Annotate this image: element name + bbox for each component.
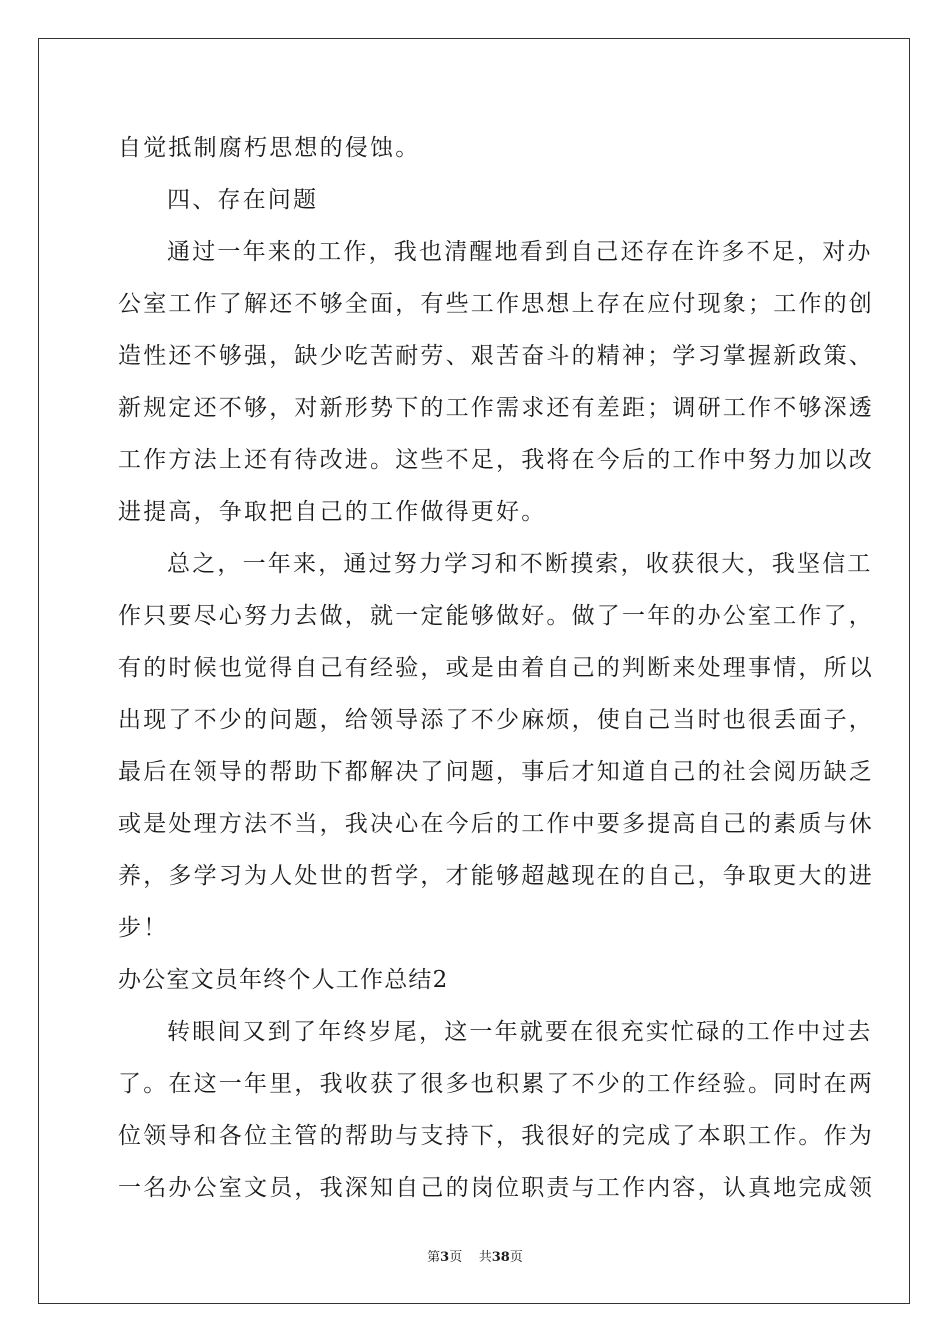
document-title: 办公室文员年终个人工作总结2 xyxy=(118,967,449,993)
paragraph-line: 最后在领导的帮助下都解决了问题，事后才知道自己的社会阅历缺乏 xyxy=(118,759,874,785)
paragraph-line: 转眼间又到了年终岁尾，这一年就要在很充实忙碌的工作中过去 xyxy=(167,1019,873,1045)
paragraph-line: 一名办公室文员，我深知自己的岗位职责与工作内容，认真地完成领 xyxy=(118,1175,874,1201)
page-footer xyxy=(0,1246,950,1265)
total-prefix: 共 xyxy=(478,1250,492,1265)
paragraph-line: 造性还不够强，缺少吃苦耐劳、艰苦奋斗的精神；学习掌握新政策、 xyxy=(118,343,874,369)
paragraph-line: 自觉抵制腐朽思想的侵蚀。 xyxy=(118,135,421,161)
paragraph-line: 公室工作了解还不够全面，有些工作思想上存在应付现象；工作的创 xyxy=(118,291,874,317)
paragraph-line: 有的时候也觉得自己有经验，或是由着自己的判断来处理事情，所以 xyxy=(118,655,874,681)
paragraph-line: 总之，一年来，通过努力学习和不断摸索，收获很大，我坚信工 xyxy=(167,551,873,577)
paragraph-line: 工作方法上还有待改进。这些不足，我将在今后的工作中努力加以改 xyxy=(118,447,874,473)
paragraph-line: 位领导和各位主管的帮助与支持下，我很好的完成了本职工作。作为 xyxy=(118,1123,874,1149)
paragraph-line: 了。在这一年里，我收获了很多也积累了不少的工作经验。同时在两 xyxy=(118,1071,874,1097)
paragraph-line: 通过一年来的工作，我也清醒地看到自己还存在许多不足，对办 xyxy=(167,239,873,265)
page-prefix: 第 xyxy=(427,1250,441,1265)
paragraph-line: 出现了不少的问题，给领导添了不少麻烦，使自己当时也很丢面子， xyxy=(118,707,874,733)
page-suffix: 页 xyxy=(449,1250,463,1265)
total-pages: 38 xyxy=(491,1250,510,1265)
paragraph-line: 新规定还不够，对新形势下的工作需求还有差距；调研工作不够深透 xyxy=(118,395,874,421)
page-number: 3 xyxy=(440,1250,450,1265)
paragraph-line: 步！ xyxy=(118,915,169,941)
document-body xyxy=(118,122,874,1214)
paragraph-line: 养，多学习为人处世的哲学，才能够超越现在的自己，争取更大的进 xyxy=(118,863,874,889)
paragraph-line: 或是处理方法不当，我决心在今后的工作中要多提高自己的素质与休 xyxy=(118,811,874,837)
section-heading: 四、存在问题 xyxy=(167,187,319,213)
paragraph-line: 进提高，争取把自己的工作做得更好。 xyxy=(118,499,547,525)
total-suffix: 页 xyxy=(509,1250,523,1265)
paragraph-line: 作只要尽心努力去做，就一定能够做好。做了一年的办公室工作了， xyxy=(118,603,874,629)
